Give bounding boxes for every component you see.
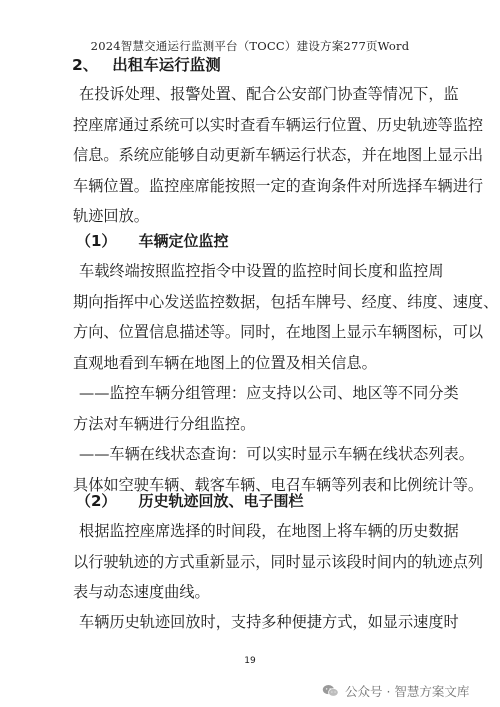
text-line: 表与动态速度曲线。 [73,583,210,601]
text-line: 车辆历史轨迹回放时，支持多种便捷方式，如显示速度时 [79,613,459,631]
text-line: ——车辆在线状态查询：可以实时显示车辆在线状态列表。 [79,445,474,463]
text-line: 在投诉处理、报警处置、配合公安部门协查等情况下，监 [79,85,459,103]
text-line: 方法对车辆进行分组监控。 [73,414,256,433]
text-line: 根据监控座席选择的时间段，在地图上将车辆的历史数据 [79,522,459,540]
text-line: 控座席通过系统可以实时查看车辆运行位置、历史轨迹等监控 [73,115,484,134]
text-line: 信息。系统应能够自动更新车辆运行状态，并在地图上显示出 [73,146,484,164]
paragraph-1 [73,79,484,232]
section-heading [72,53,221,75]
text-line: 期向指挥中心发送监控数据，包括车牌号、经度、纬度、速度、 [73,292,499,311]
section-number: 2、 [72,56,99,74]
watermark [322,682,469,700]
text-line: 轨迹回放。 [73,207,149,225]
text-line: 具体如空驶车辆、载客车辆、电召车辆等列表和比例统计等。 [73,475,484,494]
text-line: 以行驶轨迹的方式重新显示，同时显示该段时间内的轨迹点列 [73,552,484,571]
paragraph-6 [73,607,459,638]
text-line: 方向、位置信息描述等。同时，在地图上显示车辆图标，可以 [73,323,484,341]
paragraph-2 [73,256,498,378]
subsection-number: （2） [76,492,117,510]
text-line: 车辆位置。监控座席能按照一定的查询条件对所选择车辆进行 [73,176,484,195]
text-line: 直观地看到车辆在地图上的位置及相关信息。 [73,353,377,372]
subsection-heading-2 [76,490,303,511]
wechat-icon [322,684,339,698]
subsection-heading-1 [76,230,228,251]
section-title-text: 出租车运行监测 [112,56,221,74]
subsection-number: （1） [76,232,117,250]
paragraph-3 [73,378,459,439]
paragraph-5 [73,516,483,608]
subsection-title-text: 车辆定位监控 [138,232,229,250]
page-number: 19 [244,656,256,666]
text-line: 车载终端按照监控指令中设置的监控时间长度和监控周 [79,262,444,280]
document-header: 2024智慧交通运行监测平台（TOCC）建设方案277页Word [90,39,410,53]
watermark-text: 公众号 · 智慧方案文库 [345,684,470,699]
subsection-title-text: 历史轨迹回放、电子围栏 [138,492,304,510]
text-line: ——监控车辆分组管理：应支持以公司、地区等不同分类 [79,384,459,402]
